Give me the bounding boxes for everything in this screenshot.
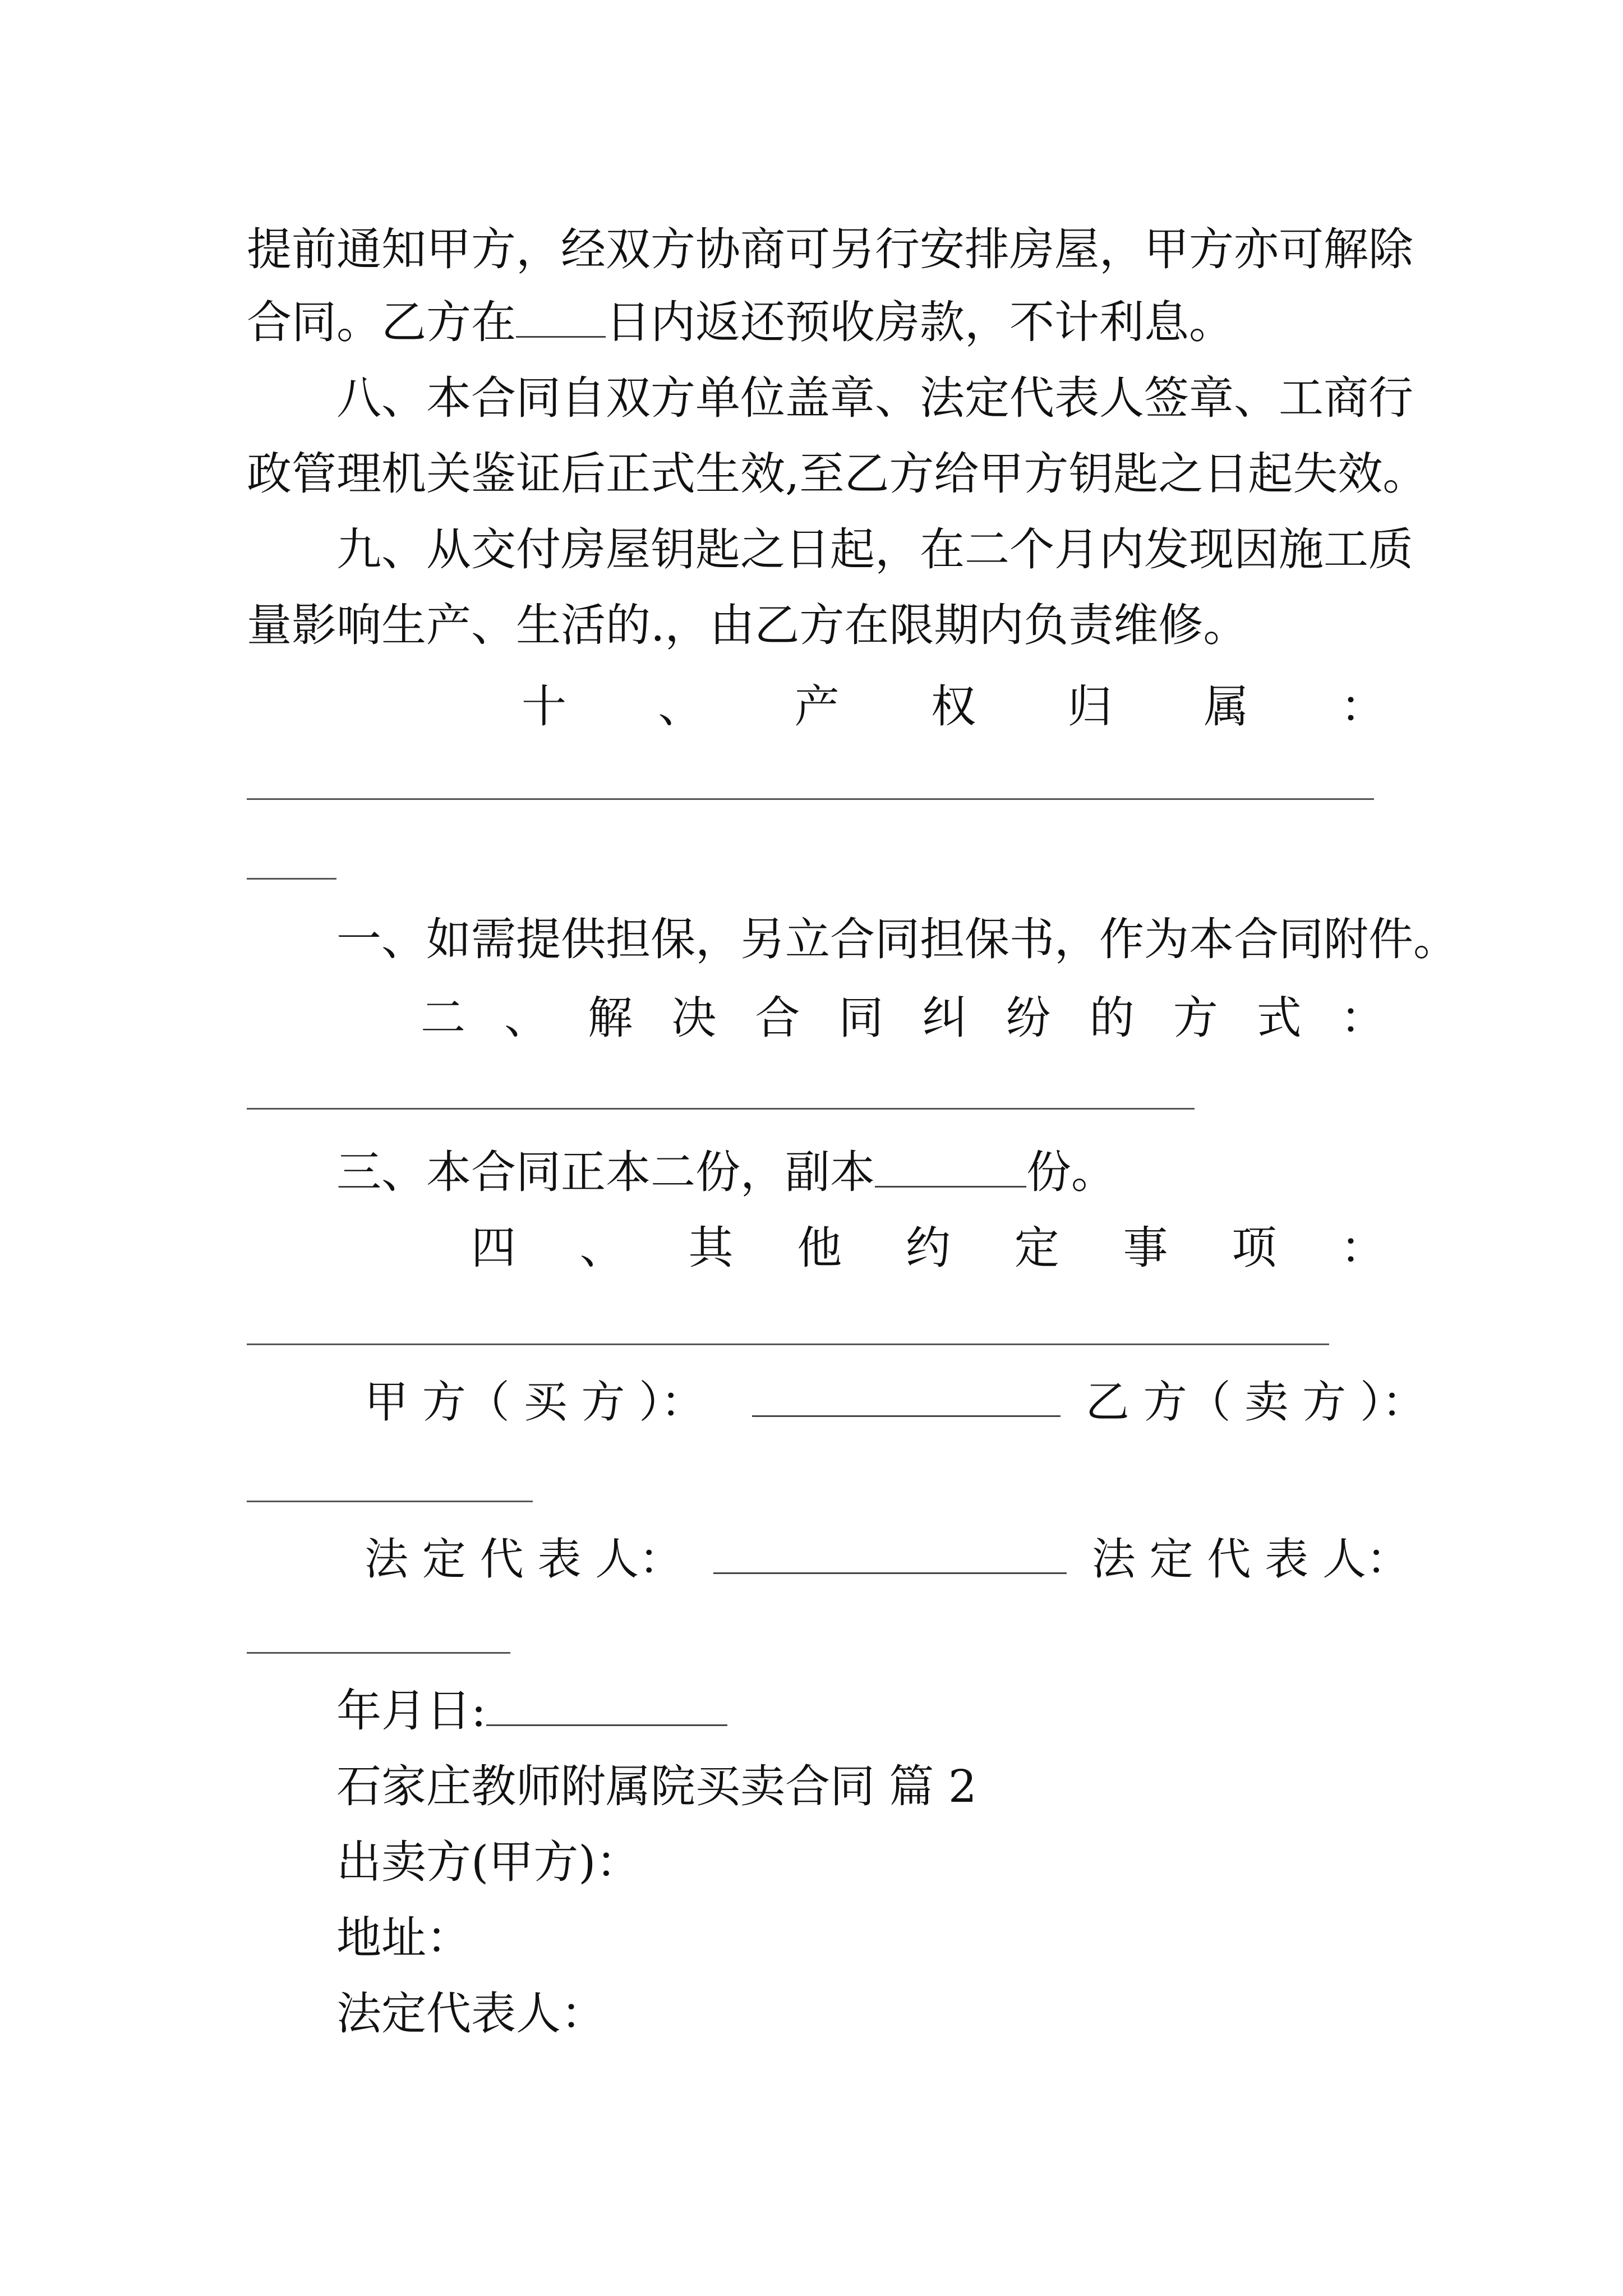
spaced-char: 式	[1256, 992, 1302, 1044]
spaced-char: 、	[658, 680, 703, 733]
spaced-char: 归	[1067, 680, 1113, 733]
spaced-char: 决	[671, 992, 717, 1044]
clause-8-line: 八、本合同自双方单位盖章、法定代表人签章、工商行	[336, 372, 1413, 424]
signature-line-parties	[365, 1374, 1426, 1430]
clause-9-line: 九、从交付房屋钥匙之日起，在二个月内发现因施工质	[336, 523, 1413, 576]
legal-representative-field: 法定代表人：	[336, 1987, 606, 2040]
spaced-char: ：	[1340, 1222, 1385, 1274]
fill-in-line	[247, 1343, 1329, 1345]
fill-in-line	[247, 1108, 1195, 1110]
paragraph-line: 提前通知甲方，经双方协商可另行安排房屋，甲方亦可解除	[247, 223, 1413, 275]
date-line	[336, 1683, 897, 1739]
text-fragment: 合同。乙方在	[247, 296, 516, 348]
clause-10-heading	[522, 679, 1385, 735]
spaced-char: 属	[1204, 680, 1249, 733]
clause-4-heading	[471, 1220, 1385, 1276]
paragraph-line: 量影响生产、生活的.，由乙方在限期内负责维修。	[247, 599, 1248, 651]
seller-representative-label: 法 定 代 表 人：	[1091, 1534, 1410, 1585]
clause-1-line: 一、如需提供担保，另立合同担保书，作为本合同附件。	[336, 913, 1458, 965]
spaced-char: 定	[1014, 1222, 1059, 1274]
spaced-char: 解	[588, 992, 633, 1044]
spaced-char: 同	[838, 992, 884, 1044]
spaced-char: 二	[421, 992, 465, 1044]
spaced-char: 纠	[922, 992, 967, 1044]
spaced-char: 合	[755, 992, 800, 1044]
buyer-representative-label: 法 定 代 表 人：	[365, 1534, 683, 1585]
clause-2-heading	[421, 990, 1385, 1046]
text-fragment: 份。	[1026, 1146, 1116, 1198]
seller-field: 出卖方(甲方)：	[336, 1836, 641, 1888]
buyer-label: 甲 方（ 买 方 ）：	[365, 1377, 705, 1428]
spaced-char: 方	[1173, 992, 1218, 1044]
buyer-blank	[752, 1375, 1061, 1417]
spaced-char: 、	[579, 1222, 625, 1274]
spaced-char: 的	[1089, 992, 1135, 1044]
address-field: 地址：	[336, 1912, 471, 1964]
spaced-char: 四	[471, 1222, 516, 1274]
spaced-char: 事	[1123, 1222, 1168, 1274]
seller-blank	[247, 1501, 533, 1502]
text-fragment: 三、本合同正本二份，副本	[336, 1146, 875, 1198]
fill-in-blank	[875, 1145, 1026, 1188]
spaced-char: ：	[1340, 992, 1385, 1044]
date-label: 年月日:	[336, 1685, 486, 1737]
seller-label: 乙 方（ 卖 方 ）：	[1085, 1377, 1426, 1428]
spaced-char: 他	[797, 1222, 842, 1274]
spaced-char: 纷	[1006, 992, 1051, 1044]
spaced-char: 约	[906, 1222, 951, 1274]
spaced-char: 其	[688, 1222, 734, 1274]
spaced-char: 权	[930, 680, 976, 733]
fill-in-blank	[516, 296, 606, 338]
date-blank	[486, 1684, 727, 1726]
signature-line-representatives	[365, 1531, 1410, 1588]
spaced-char: 产	[794, 680, 840, 733]
text-fragment: 日内返还预收房款，不计利息。	[606, 296, 1234, 348]
paragraph-line	[247, 295, 1391, 351]
spaced-char: 、	[504, 992, 550, 1044]
fill-in-line	[247, 878, 336, 880]
spaced-char: ：	[1340, 680, 1385, 733]
fill-in-line	[247, 798, 1374, 800]
section-title: 石家庄教师附属院买卖合同 篇 2	[336, 1760, 977, 1812]
seller-representative-blank	[247, 1652, 510, 1654]
spaced-char: 十	[522, 680, 566, 733]
buyer-representative-blank	[713, 1532, 1067, 1574]
clause-3-line	[336, 1144, 1391, 1200]
spaced-char: 项	[1232, 1222, 1277, 1274]
paragraph-line: 政管理机关鉴证后正式生效,至乙方给甲方钥匙之日起失效。	[247, 448, 1428, 500]
